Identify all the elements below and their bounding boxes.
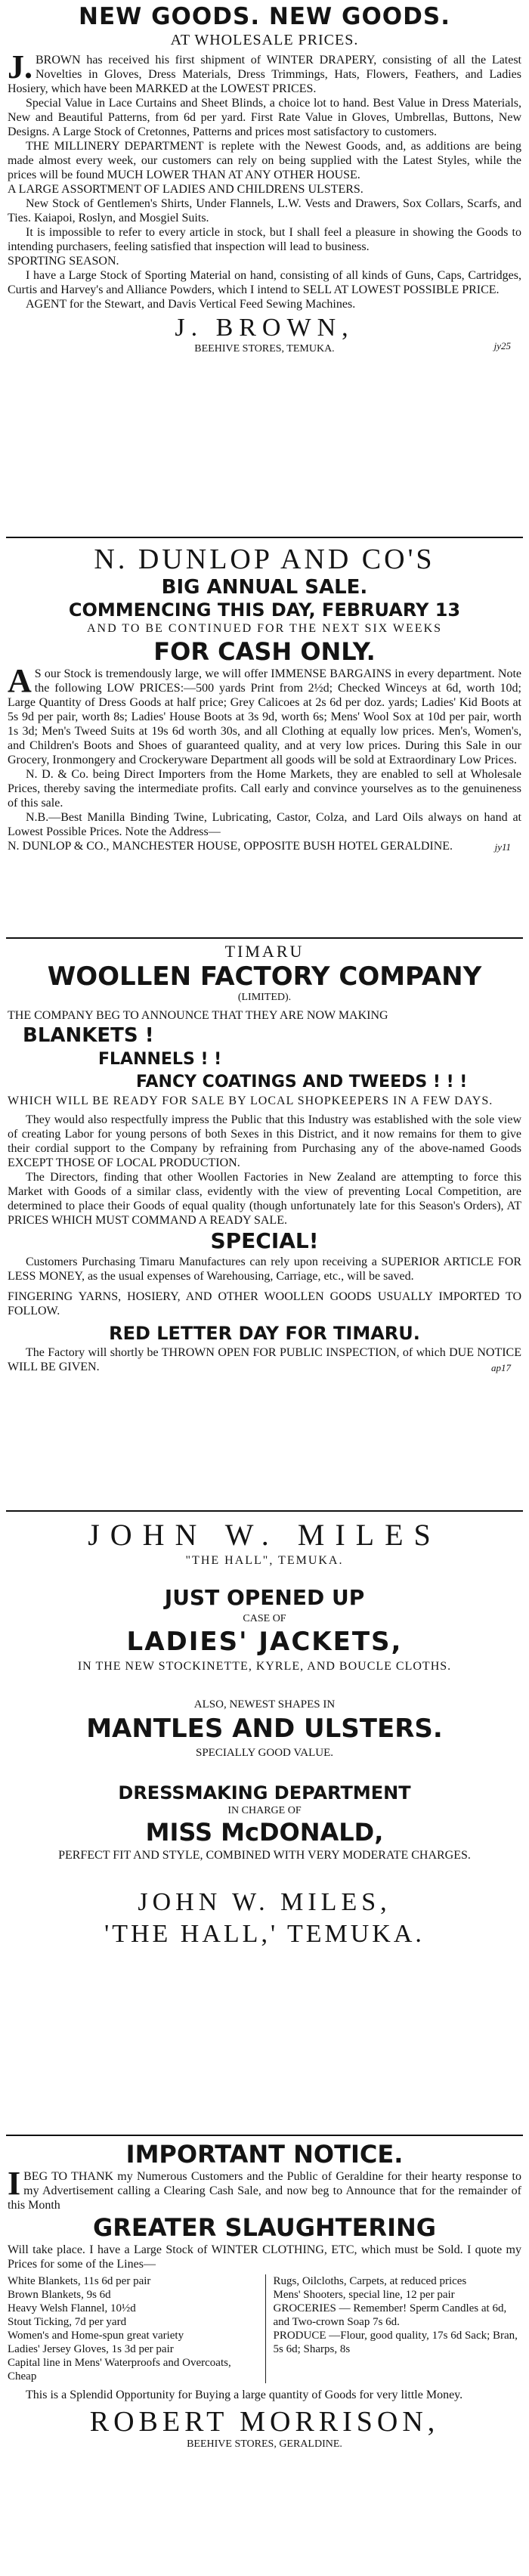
brown-paragraph-gentlemen: New Stock of Gentlemen's Shirts, Under Flannels, L.W. Vests and Drawers, Sox Collars, Scarfs, and Ties. Kaiapoi, Roslyn, and Mosgiel Suits. [8, 197, 521, 224]
morrison-advertisement [8, 2139, 521, 2451]
timaru-limited: (LIMITED). [237, 992, 292, 1003]
brown-paragraph-millinery: THE MILLINERY DEPARTMENT is replete with the Newest Goods, and, as additions are being made almost every week, our customers can rely on being supplied with the Latest Styles, while the prices will be found MUCH LOWER THAN AT ANY OTHER HOUSE. [8, 140, 521, 181]
brown-paragraph-intro: J.BROWN has received his first shipment of WINTER DRAPERY, consisting of all the Latest Novelties in Gloves, Dress Materials, Dress Trimmings, Hats, Flowers, Feathers, and Ladies Hosiery, which have been MARKED at the LOWEST PRICES. [8, 48, 521, 95]
price-list-item: Capital line in Mens' Waterproofs and Overcoats, Cheap [8, 2357, 231, 2382]
timaru-issue-tag: ap17 [491, 1362, 511, 1373]
dunlop-paragraph-stock: AS our Stock is tremendously large, we will offer IMMENSE BARGAINS in every department. Note the following LOW PRICES:—500 yards Print from 2½d; Checked Winceys at 6d, worth 10d; Large Quantity of Dress Goods at half price; Grey Calicoes at 2s 6d per doz. yards; Ladies' Kid Boots at 5s 9d per pair, worth 8s; Ladies' House Boots at 3s 9d, worth 6s; Mens' Wool Sox at 10d per pair, worth 1s 3d; Men's Tweed Suits at 19s 6d worth 30s, and all Clothing at equally low prices. Men's, Women's, and Children's Boots and Shoes of guaranteed quality, and at very low prices. During this Sale in our Grocery, Ironmongery and Crockeryware Department all goods will be sold at Extraordinary Low Prices. [8, 662, 521, 766]
morrison-signature-name: ROBERT MORRISON, [89, 2406, 440, 2438]
miles-hall-footer: 'THE HALL,' TEMUKA. [104, 1920, 425, 1948]
miles-in-charge: IN CHARGE OF [227, 1805, 302, 1816]
dunlop-issue-tag: jy11 [494, 841, 511, 853]
morrison-signature-address: BEEHIVE STORES, GERALDINE. [187, 2438, 342, 2450]
morrison-paragraph-opportunity: This is a Splendid Opportunity for Buying a large quantity of Goods for very little Money. [26, 2389, 463, 2401]
brown-paragraph-special-value: Special Value in Lace Curtains and Sheet Blinds, a choice lot to hand. Best Value in Dress Materials, New and Beautiful Patterns, from 6d per yard. First Rate Value in Gloves, Umbrellas, Buttons, New Designs. A Large Stock of Cretonnes, Patterns and prices most satisfactory to customers. [8, 97, 521, 138]
brown-signature-address: BEEHIVE STORES, TEMUKA. [194, 343, 335, 355]
miles-just-opened: JUST OPENED UP [164, 1585, 365, 1610]
dunlop-cash-only: FOR CASH ONLY. [153, 637, 376, 666]
separator-rule [6, 537, 523, 538]
morrison-paragraph-prices: Will take place. I have a Large Stock of WINTER CLOTHING, ETC, which must be Sold. I quote my Prices for some of the Lines— [8, 2243, 521, 2271]
price-list-item: Mens' Shooters, special line, 12 per pair [273, 2289, 455, 2301]
dunlop-address: N. DUNLOP & CO., MANCHESTER HOUSE, OPPOSITE BUSH HOTEL GERALDINE. [8, 840, 453, 853]
brown-paragraph-sporting: I have a Large Stock of Sporting Material on hand, consisting of all kinds of Guns, Caps, Cartridges, Curtis and Harvey's and Alliance Powders, which I intend to SELL AT LOWEST POSSIBLE PRICE. [8, 269, 521, 296]
morrison-price-columns [8, 2274, 521, 2383]
dunlop-sale-heading: BIG ANNUAL SALE. [161, 576, 368, 599]
morrison-price-list-left [8, 2274, 256, 2383]
timaru-fancy-coatings: FANCY COATINGS AND TWEEDS ! ! ! [136, 1073, 468, 1091]
miles-hall: "THE HALL", TEMUKA. [185, 1554, 344, 1567]
morrison-price-list-right [265, 2274, 522, 2383]
timaru-paragraph-yarns: FINGERING YARNS, HOSIERY, AND OTHER WOOLLEN GOODS USUALLY IMPORTED TO FOLLOW. [8, 1290, 521, 1317]
timaru-advertisement [8, 942, 521, 1374]
miles-ladies-jackets: LADIES' JACKETS, [126, 1627, 403, 1657]
miles-mantles: MANTLES AND ULSTERS. [86, 1714, 443, 1744]
miles-perfect-fit: PERFECT FIT AND STYLE, COMBINED WITH VERY MODERATE CHARGES. [58, 1849, 471, 1862]
brown-subheadline: AT WHOLESALE PRICES. [170, 32, 359, 48]
morrison-greater-slaughtering: GREATER SLAUGHTERING [92, 2213, 437, 2242]
morrison-paragraph-thanks: IBEG TO THANK my Numerous Customers and the Public of Geraldine for their hearty response to my Advertisement calling a Clearing Cash Sale, and now beg to Announce that for the remainder of this Month [8, 2165, 521, 2212]
price-list-item: Heavy Welsh Flannel, 10½d [8, 2302, 136, 2314]
dunlop-paragraph-importers: N. D. & Co. being Direct Importers from the Home Markets, they are enabled to sell at Wholesale Prices, thereby saving the intermediate profits. Call early and convince yourselves as to the genuineness of this sale. [8, 768, 521, 810]
price-list-item: Ladies' Jersey Gloves, 1s 3d per pair [8, 2343, 174, 2355]
dunlop-advertisement [8, 543, 521, 853]
timaru-special: SPECIAL! [210, 1228, 319, 1253]
dunlop-commencing: COMMENCING THIS DAY, FEBRUARY 13 [68, 599, 461, 621]
separator-rule [6, 2135, 523, 2136]
miles-value: SPECIALLY GOOD VALUE. [196, 1747, 333, 1759]
timaru-red-letter: RED LETTER DAY FOR TIMARU. [109, 1323, 420, 1344]
brown-signature-name: J. BROWN, [175, 314, 354, 342]
morrison-important-notice: IMPORTANT NOTICE. [125, 2140, 404, 2169]
brown-advertisement [8, 3, 521, 355]
dunlop-title: N. DUNLOP AND CO'S [94, 543, 435, 575]
miles-advertisement [8, 1518, 521, 1950]
timaru-place: TIMARU [224, 942, 305, 961]
separator-rule [6, 1510, 523, 1512]
brown-paragraph-impossible: It is impossible to refer to every article in stock, but I shall feel a pleasure in showing the Goods to intending purchasers, feeling satisfied that inspection will lead to business. [8, 226, 521, 253]
timaru-announce: THE COMPANY BEG TO ANNOUNCE THAT THEY ARE NOW MAKING [8, 1009, 388, 1022]
timaru-paragraph-directors: The Directors, finding that other Woollen Factories in New Zealand are attempting to force this Market with Goods of a similar class, evidently with the view of preventing Local Competition, are determined to place their Goods of equal quality (though unfortunately late for this Season's Orders), AT PRICES WHICH MUST COMMAND A READY SALE. [8, 1171, 521, 1227]
miles-dressmaking: DRESSMAKING DEPARTMENT [118, 1782, 411, 1804]
miles-cloths: IN THE NEW STOCKINETTE, KYRLE, AND BOUCLE CLOTHS. [77, 1660, 452, 1673]
price-list-item: GROCERIES — Remember! Sperm Candles at 6d, and Two-crown Soap 7s 6d. [273, 2302, 507, 2328]
brown-issue-tag: jy25 [493, 340, 511, 351]
miles-name: JOHN W. MILES [88, 1518, 441, 1552]
miles-miss-mcdonald: MISS McDONALD, [145, 1818, 384, 1847]
timaru-paragraph-customers: Customers Purchasing Timaru Manufactures can rely upon receiving a SUPERIOR ARTICLE FOR LESS MONEY, as the usual expenses of Warehousing, Carriage, etc., will be saved. [8, 1255, 521, 1283]
brown-headline: NEW GOODS. NEW GOODS. [79, 3, 450, 30]
miles-also: ALSO, NEWEST SHAPES IN [193, 1698, 336, 1711]
timaru-paragraph-factory: The Factory will shortly be THROWN OPEN FOR PUBLIC INSPECTION, of which DUE NOTICE WILL BE GIVEN. [8, 1346, 521, 1373]
dunlop-continued: AND TO BE CONTINUED FOR THE NEXT SIX WEEKS [86, 622, 443, 635]
timaru-blankets: BLANKETS ! [23, 1024, 154, 1047]
price-list-item: White Blankets, 11s 6d per pair [8, 2275, 151, 2287]
timaru-ready: WHICH WILL BE READY FOR SALE BY LOCAL SHOPKEEPERS IN A FEW DAYS. [8, 1094, 493, 1107]
price-list-item: Stout Ticking, 7d per yard [8, 2316, 127, 2328]
brown-paragraph-ulsters: A LARGE ASSORTMENT OF LADIES AND CHILDRENS ULSTERS. [8, 183, 363, 196]
price-list-item: Brown Blankets, 9s 6d [8, 2289, 111, 2301]
separator-rule [6, 937, 523, 939]
price-list-item: Women's and Home-spun great variety [8, 2330, 184, 2342]
miles-case-of: CASE OF [243, 1613, 286, 1624]
dunlop-paragraph-nb: N.B.—Best Manilla Binding Twine, Lubricating, Castor, Colza, and Lard Oils always on hand at Lowest Possible Prices. Note the Address— [8, 811, 521, 838]
brown-paragraph-sporting-heading: SPORTING SEASON. [8, 255, 119, 268]
miles-name-footer: JOHN W. MILES, [138, 1888, 391, 1916]
timaru-paragraph-industry: They would also respectfully impress the Public that this Industry was established with the sole view of creating Labor for young persons of both Sexes in this District, and it now remains for them to give their cordial support to the Company by refraining from Purchasing any of the above-named Goods EXCEPT THOSE OF LOCAL PRODUCTION. [8, 1113, 521, 1169]
timaru-flannels: FLANNELS ! ! [98, 1050, 222, 1069]
timaru-company-title: WOOLLEN FACTORY COMPANY [47, 961, 482, 992]
price-list-item: Rugs, Oilcloths, Carpets, at reduced prices [273, 2275, 467, 2287]
price-list-item: PRODUCE —Flour, good quality, 17s 6d Sack; Bran, 5s 6d; Sharps, 8s [273, 2330, 518, 2355]
brown-paragraph-agent: AGENT for the Stewart, and Davis Vertical Feed Sewing Machines. [26, 298, 356, 311]
